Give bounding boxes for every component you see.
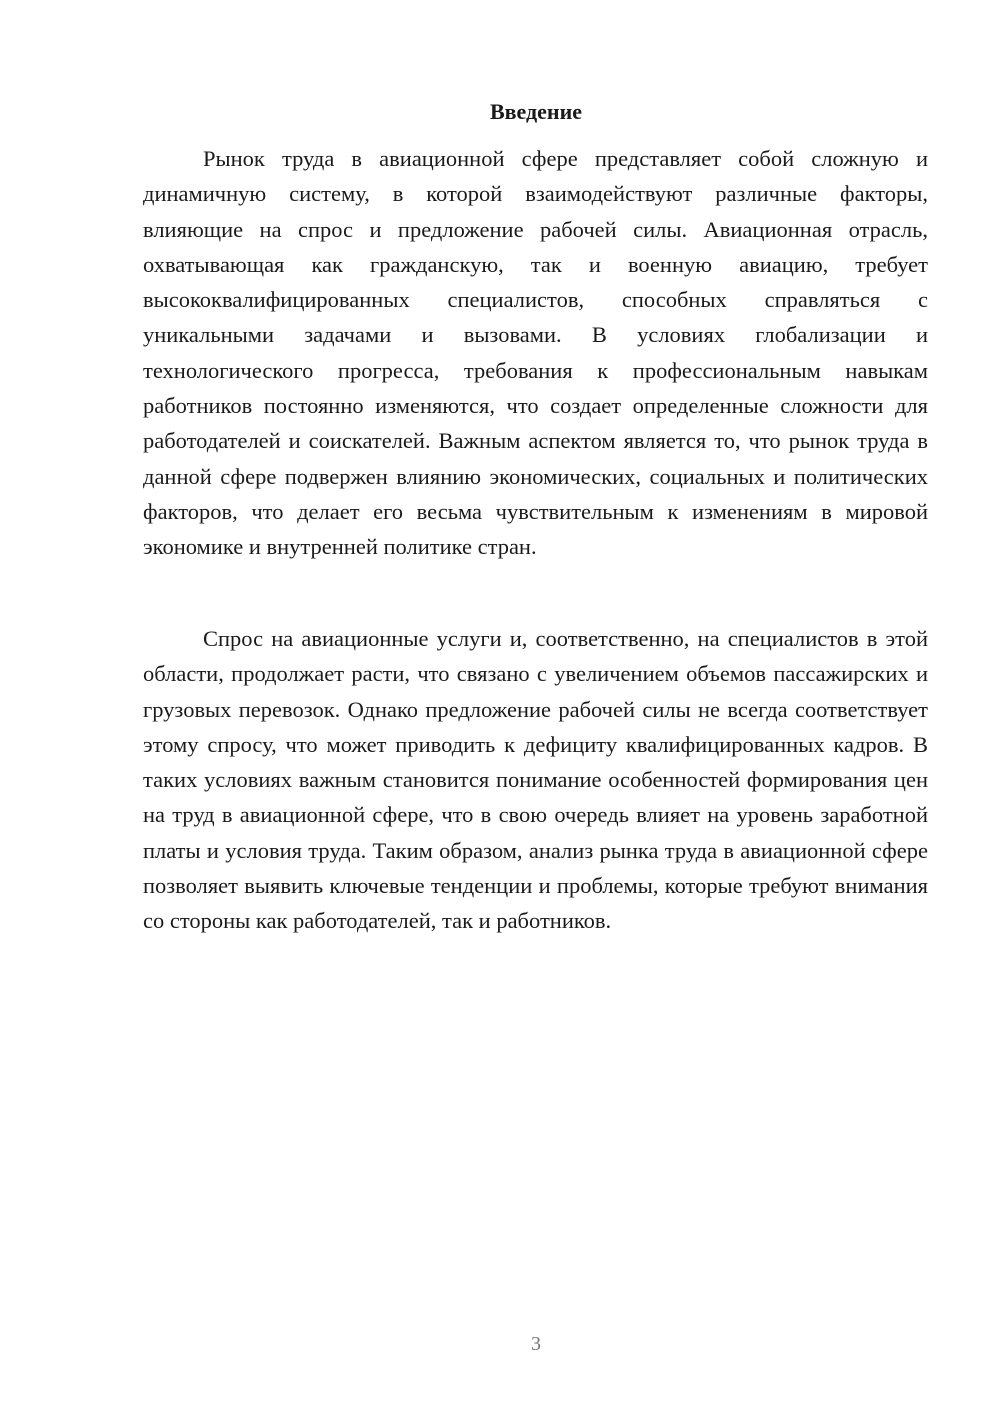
paragraph: Рынок труда в авиационной сфере представляет собой сложную и динамичную систему, в которой взаимодействуют различные факторы, влияющие на спрос и предложение рабочей силы. Авиационная отрасль, охватывающая как гражданскую, так и военную авиацию, требует высококвалифицированных специалистов, способных справляться с уникальными задачами и вызовами. В условиях глобализации и технологического прогресса, требования к профессиональным навыкам работников постоянно изменяются, что создает определенные сложности для работодателей и соискателей. Важным аспектом является то, что рынок труда в данной сфере подвержен влиянию экономических, социальных и политических факторов, что делает его весьма чувствительным к изменениям в мировой экономике и внутренней политике стран. <box>143 146 928 560</box>
page-number: 3 <box>531 1333 541 1355</box>
paragraph-block-2 <box>143 621 928 939</box>
paragraph-block-1 <box>143 141 928 565</box>
paragraph: Спрос на авиационные услуги и, соответственно, на специалистов в этой области, продолжает расти, что связано с увеличением объемов пассажирских и грузовых перевозок. Однако предложение рабочей силы не всегда соответствует этому спросу, что может приводить к дефициту квалифицированных кадров. В таких условиях важным становится понимание особенностей формирования цен на труд в авиационной сфере, что в свою очередь влияет на уровень заработной платы и условия труда. Таким образом, анализ рынка труда в авиационной сфере позволяет выявить ключевые тенденции и проблемы, которые требуют внимания со стороны как работодателей, так и работников. <box>143 626 928 934</box>
section-heading: Введение <box>489 99 583 124</box>
